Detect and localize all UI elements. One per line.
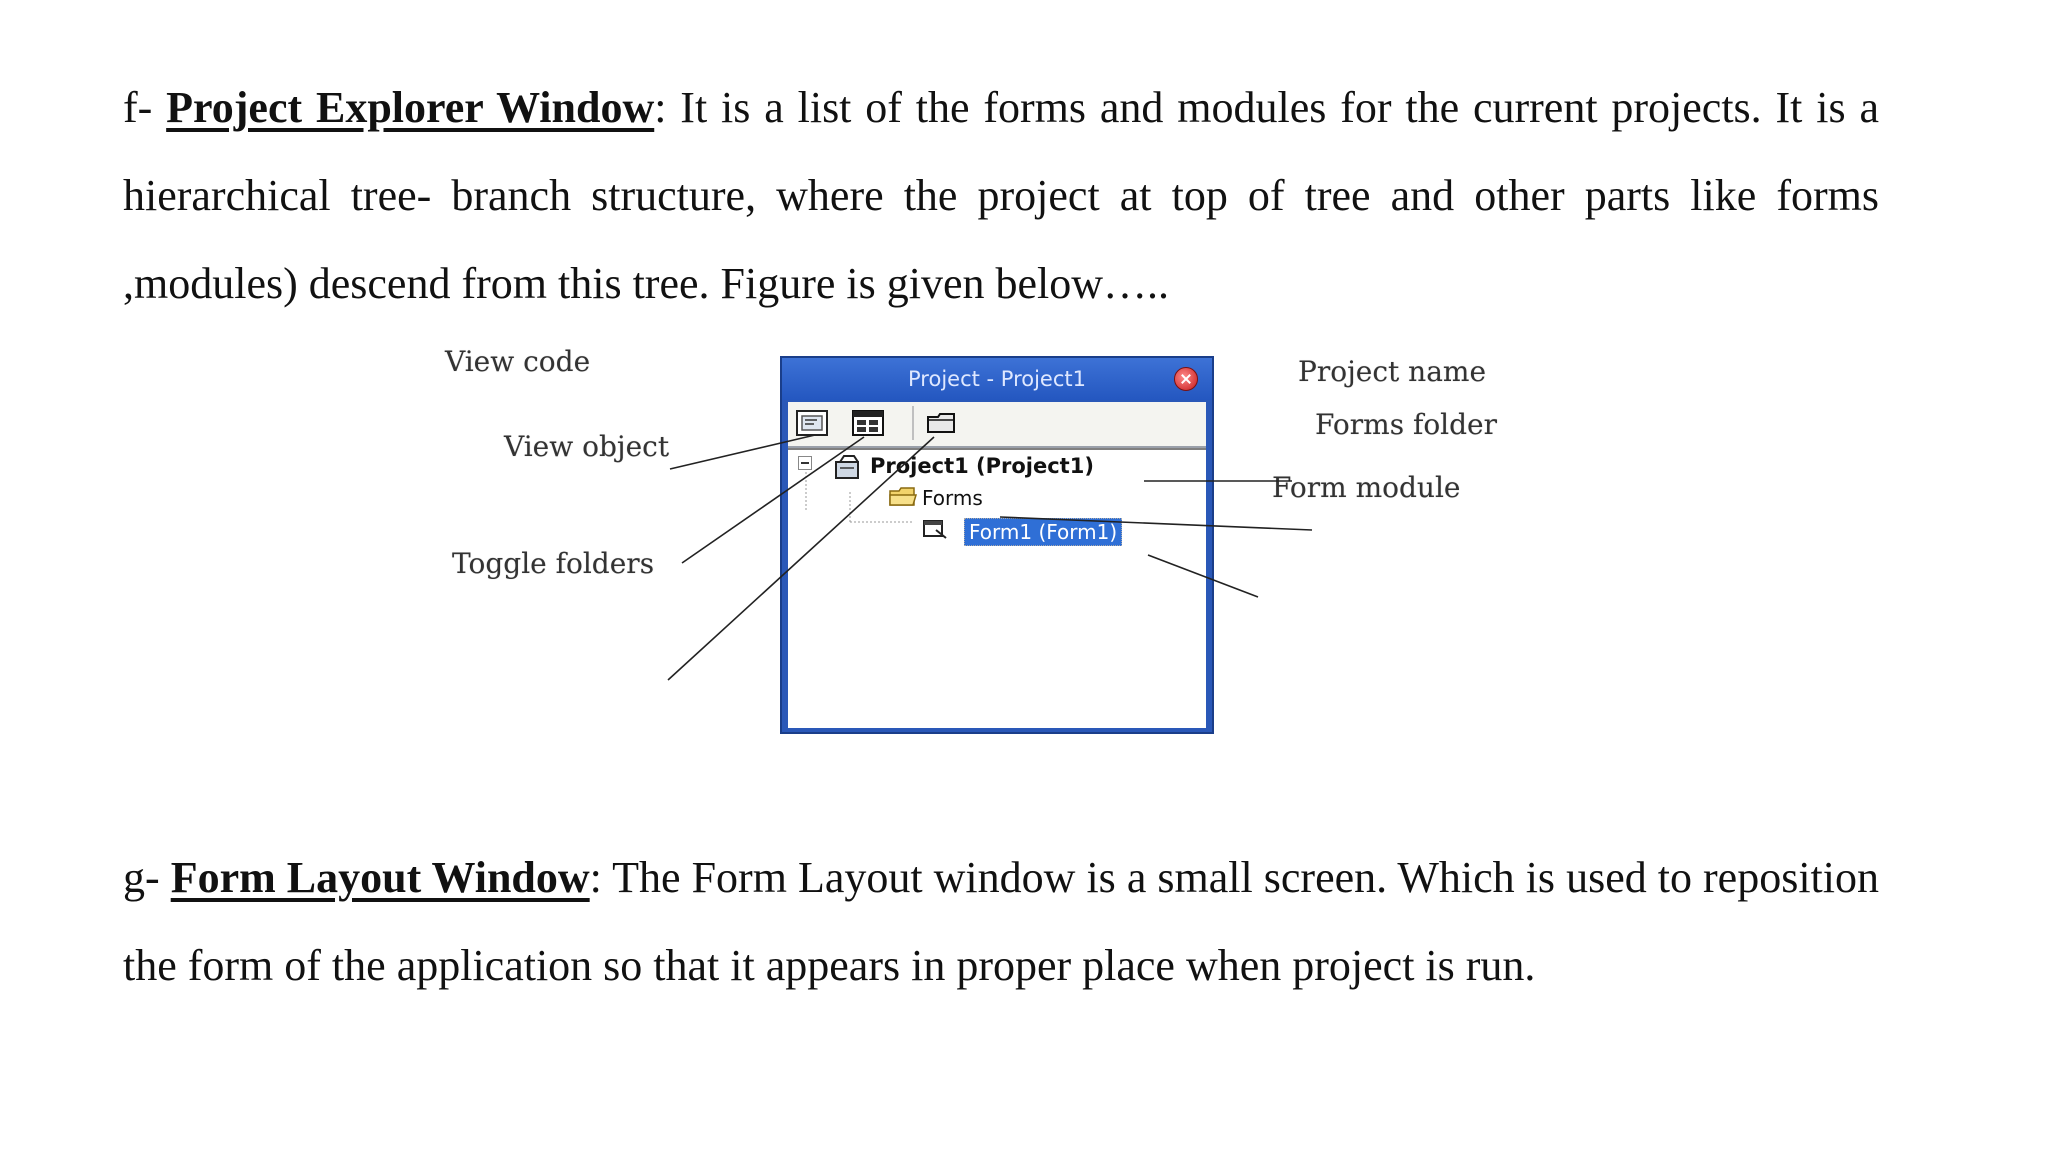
tree-item-forms-folder[interactable]: Forms	[922, 486, 983, 510]
callout-view-code: View code	[445, 345, 591, 378]
callout-form-module: Form module	[1272, 471, 1461, 504]
window-title: Project - Project1	[908, 367, 1086, 391]
callout-project-name: Project name	[1298, 355, 1487, 388]
paragraph-body-g: : The Form Layout window is a small screen. Which is used to reposition the form of the application so that it appears in proper place when project is run.	[123, 853, 1880, 990]
tree-item-project[interactable]: Project1 (Project1)	[870, 454, 1094, 478]
item-prefix-g: g-	[123, 853, 171, 902]
term-form-layout-window: Form Layout Window	[170, 853, 590, 902]
callout-toggle-folders: Toggle folders	[452, 547, 655, 580]
callout-view-object: View object	[504, 430, 670, 463]
item-prefix-f: f-	[123, 83, 167, 132]
leader-lines	[420, 345, 1560, 745]
paragraph-form-layout	[123, 834, 1879, 1010]
tree-item-form-module[interactable]: Form1 (Form1)	[964, 518, 1122, 546]
term-project-explorer-window: Project Explorer Window	[166, 83, 655, 132]
paragraph-project-explorer	[123, 64, 1879, 328]
callout-forms-folder: Forms folder	[1315, 408, 1498, 441]
project-explorer-figure	[420, 345, 1560, 745]
paragraph-body-f: : It is a list of the forms and modules for the current projects. It is a hierarchical tree- branch structure, where the project at top of tree and other parts like forms ,modules) descend from this tree. Figure is given below…..	[123, 83, 1879, 308]
